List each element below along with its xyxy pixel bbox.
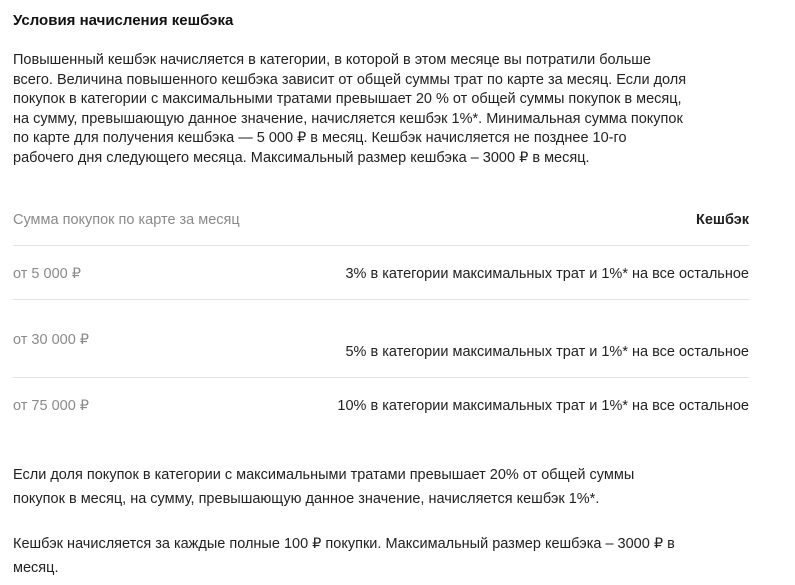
- row-amount: от 30 000 ₽: [13, 332, 90, 348]
- intro-line: рабочего дня следующего месяца. Максимальный размер кешбэка – 3000 ₽ в месяц.: [13, 149, 590, 166]
- note-paragraph: [13, 463, 753, 511]
- row-cashback: 3% в категории максимальных трат и 1%* на все остальное: [345, 266, 749, 282]
- column-header-cashback: Кешбэк: [695, 212, 749, 228]
- section-title: Условия начисления кешбэка: [13, 12, 234, 29]
- intro-line: по карте для получения кешбэка — 5 000 ₽ в месяц. Кешбэк начисляется не позднее 10-го: [13, 130, 627, 147]
- intro-line: всего. Величина повышенного кешбэка зависит от общей суммы трат по карте за месяц. Если доля: [13, 71, 687, 88]
- intro-line: покупок в категории с максимальными тратами превышает 20 % от общей суммы покупок в месяц,: [13, 91, 682, 108]
- intro-line: Повышенный кешбэк начисляется в категории, в которой в этом месяце вы потратили больше: [13, 52, 651, 68]
- column-header-amount: Сумма покупок по карте за месяц: [13, 212, 240, 228]
- intro-paragraph: [13, 51, 753, 169]
- row-amount: от 75 000 ₽: [13, 398, 90, 414]
- note-line: Кешбэк начисляется за каждые полные 100 ₽ покупки. Максимальный размер кешбэка – 3000 ₽ в: [13, 536, 675, 552]
- intro-line: на сумму, превышающую данное значение, начисляется кешбэк 1%*. Минимальная сумма покупок: [13, 110, 683, 127]
- note-line: Если доля покупок в категории с максимальными тратами превышает 20% от общей суммы: [13, 467, 635, 483]
- note-line: месяц.: [13, 560, 59, 576]
- note-paragraph: [13, 532, 753, 580]
- table-row: [13, 378, 749, 440]
- table-row: [13, 246, 749, 300]
- row-amount: от 5 000 ₽: [13, 266, 81, 282]
- note-line: покупок в месяц, на сумму, превышающую данное значение, начисляется кешбэк 1%*.: [13, 491, 600, 507]
- table-header: [13, 200, 749, 246]
- row-cashback: 5% в категории максимальных трат и 1%* на все остальное: [345, 344, 749, 360]
- row-cashback: 10% в категории максимальных трат и 1%* на все остальное: [337, 398, 749, 414]
- table-row: [13, 300, 749, 378]
